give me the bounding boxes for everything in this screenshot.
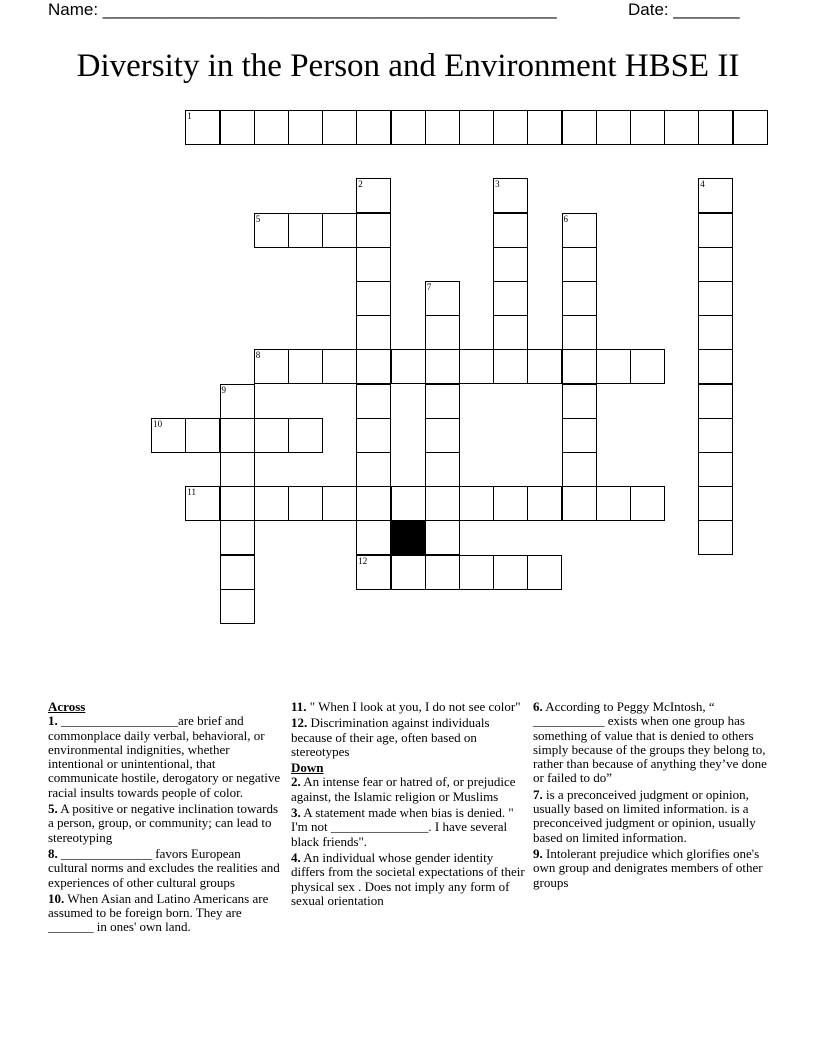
grid-cell (391, 349, 426, 384)
grid-cell (288, 349, 323, 384)
cell-number: 3 (495, 179, 500, 190)
grid-cell (698, 349, 733, 384)
clue-across-5 (48, 802, 282, 845)
cell-number: 6 (563, 213, 568, 224)
grid-cell (733, 110, 768, 145)
grid-cell (220, 486, 255, 521)
cell-number: 7 (426, 282, 432, 292)
clue-down-3 (291, 806, 525, 849)
cell-number: 10 (153, 418, 163, 429)
grid-cell (356, 349, 391, 384)
grid-cell (493, 486, 528, 521)
grid-cell (220, 589, 255, 624)
clue-across-8 (48, 847, 282, 890)
grid-cell (356, 281, 391, 316)
grid-cell (254, 213, 289, 248)
clue-down-9 (533, 847, 767, 890)
grid-cell (425, 349, 460, 384)
grid-cell (698, 520, 733, 555)
puzzle-title: Diversity in the Person and Environment HBSE II (76, 48, 740, 84)
clue-text: A statement made when bias is denied. " I'm not _______________. I have several black friends". (291, 805, 514, 849)
grid-cell (698, 486, 733, 521)
grid-cell (527, 555, 562, 590)
grid-cell (493, 281, 528, 316)
grid-cell (698, 178, 733, 213)
grid-cell (185, 486, 220, 521)
grid-cell (356, 213, 391, 248)
down-heading: Down (291, 760, 324, 776)
clue-text: An individual whose gender identity differs from the societal expectations of their physical sex . Does not imply any form of sexual orientation (291, 849, 525, 908)
clue-number: 11. (291, 699, 307, 714)
grid-cell (698, 281, 733, 316)
grid-cell (288, 486, 323, 521)
grid-cell (254, 349, 289, 384)
clue-number: 9. (533, 845, 543, 861)
grid-cell (356, 520, 391, 555)
clue-text: Intolerant prejudice which glorifies one's own group and denigrates members of other groups (533, 845, 763, 890)
grid-cell (425, 486, 460, 521)
grid-cell (562, 110, 597, 145)
grid-cell (493, 178, 528, 213)
clue-text: A positive or negative inclination towards a person, group, or community; can lead to stereotyping (48, 801, 279, 845)
grid-cell (698, 452, 733, 487)
grid-cell (698, 213, 733, 248)
grid-cell (562, 486, 597, 521)
grid-cell (220, 110, 255, 145)
clue-across-10 (48, 892, 282, 935)
grid-cell (220, 384, 255, 419)
cell-number: 4 (700, 179, 705, 190)
grid-cell (425, 418, 460, 453)
grid-cell (425, 452, 460, 487)
grid-cell (356, 418, 391, 453)
grid-cell (356, 247, 391, 282)
grid-cell (562, 315, 597, 350)
clue-text: ______________ favors European cultural norms and excludes the realities and experiences of other cultural groups (48, 845, 280, 890)
grid-cell (493, 315, 528, 350)
grid-cell (185, 110, 220, 145)
grid-cell (527, 349, 562, 384)
grid-cell (220, 418, 255, 453)
cell-number: 9 (221, 384, 226, 395)
clue-text: Discrimination against individuals because of their age, often based on stereotypes (291, 715, 490, 759)
grid-cell (630, 110, 665, 145)
across-heading: Across (48, 699, 86, 714)
clue-number: 3. (291, 805, 301, 821)
grid-cell (493, 247, 528, 282)
clue-number: 6. (533, 699, 543, 714)
clues-column-1 (48, 700, 282, 937)
grid-cell (698, 247, 733, 282)
grid-cell (698, 315, 733, 350)
grid-cell (254, 110, 289, 145)
grid-cell (698, 418, 733, 453)
grid-cell (527, 486, 562, 521)
grid-cell (254, 486, 289, 521)
grid-cell (151, 418, 186, 453)
clues-column-2 (291, 700, 525, 910)
clue-number: 5. (48, 801, 58, 817)
grid-cell (254, 418, 289, 453)
clue-down-2 (291, 775, 525, 804)
grid-cell (493, 213, 528, 248)
grid-cell (493, 349, 528, 384)
clue-number: 7. (533, 786, 543, 802)
clue-text: According to Peggy McIntosh, “ ___________ exists when one group has something of value that is denied to others simply because of the groups they belong to, rather than because of anything they’ve done or failed to do” (533, 699, 767, 786)
cell-number: 11 (187, 487, 196, 498)
grid-cell (459, 110, 494, 145)
grid-cell (562, 213, 597, 248)
grid-cell (527, 110, 562, 145)
grid-cell (562, 349, 597, 384)
clue-across-12 (291, 716, 525, 759)
grid-cell (425, 384, 460, 419)
cell-number: 12 (358, 555, 368, 566)
black-cell (391, 520, 426, 555)
grid-cell (630, 349, 665, 384)
clue-number: 8. (48, 845, 58, 861)
grid-cell (630, 486, 665, 521)
date-line: Date: _______ (628, 0, 740, 19)
grid-cell (356, 110, 391, 145)
grid-cell (459, 486, 494, 521)
grid-cell (493, 110, 528, 145)
clue-down-4 (291, 851, 525, 908)
clue-down-7 (533, 788, 767, 845)
grid-cell (391, 555, 426, 590)
grid-cell (288, 418, 323, 453)
grid-cell (425, 315, 460, 350)
grid-cell (698, 384, 733, 419)
name-line: Name: ________________________________________________ (48, 0, 557, 19)
grid-cell (596, 349, 631, 384)
grid-cell (356, 315, 391, 350)
grid-cell (322, 110, 357, 145)
grid-cell (562, 384, 597, 419)
grid-cell (391, 110, 426, 145)
grid-cell (459, 349, 494, 384)
grid-cell (562, 247, 597, 282)
grid-cell (425, 555, 460, 590)
grid-cell (493, 555, 528, 590)
grid-cell (391, 486, 426, 521)
grid-cell (185, 418, 220, 453)
grid-cell (356, 178, 391, 213)
grid-cell (322, 349, 357, 384)
grid-cell (356, 384, 391, 419)
grid-cell (459, 555, 494, 590)
clue-down-6 (533, 700, 767, 786)
grid-cell (596, 486, 631, 521)
clue-text: An intense fear or hatred of, or prejudice against, the Islamic religion or Muslims (291, 774, 516, 804)
grid-cell (562, 418, 597, 453)
grid-cell (562, 281, 597, 316)
clue-across-1 (48, 714, 282, 800)
cell-number: 1 (187, 111, 192, 121)
clue-across-11 (291, 700, 525, 714)
clue-number: 1. (48, 713, 58, 729)
grid-cell (322, 213, 357, 248)
grid-cell (425, 520, 460, 555)
clue-number: 4. (291, 849, 301, 865)
clue-number: 10. (48, 890, 65, 906)
grid-cell (356, 452, 391, 487)
cell-number: 2 (358, 179, 363, 190)
cell-number: 8 (255, 350, 261, 361)
grid-cell (220, 520, 255, 555)
grid-cell (664, 110, 699, 145)
grid-cell (356, 555, 391, 590)
grid-cell (562, 452, 597, 487)
grid-cell (220, 555, 255, 590)
clues-column-3 (533, 700, 767, 892)
grid-cell (288, 213, 323, 248)
grid-cell (356, 486, 391, 521)
grid-cell (220, 452, 255, 487)
grid-cell (425, 110, 460, 145)
grid-cell (425, 281, 460, 316)
clue-text: is a preconceived judgment or opinion, usually based on limited information. is a preconceived judgment or opinion, usually based on limited information. (533, 786, 756, 845)
clue-text: When Asian and Latino Americans are assumed to be foreign born. They are _______ in ones' own land. (48, 890, 269, 935)
clue-text: __________________are brief and commonplace daily verbal, behavioral, or environmental indignities, whether intentional or unintentional, that communicate hostile, derogatory or negative racial insults towards people of color. (48, 713, 281, 800)
grid-cell (322, 486, 357, 521)
clue-number: 12. (291, 715, 308, 731)
grid-cell (288, 110, 323, 145)
clue-number: 2. (291, 774, 301, 790)
grid-cell (698, 110, 733, 145)
grid-cell (596, 110, 631, 145)
cell-number: 5 (255, 213, 261, 224)
clue-text: " When I look at you, I do not see color" (309, 699, 521, 714)
